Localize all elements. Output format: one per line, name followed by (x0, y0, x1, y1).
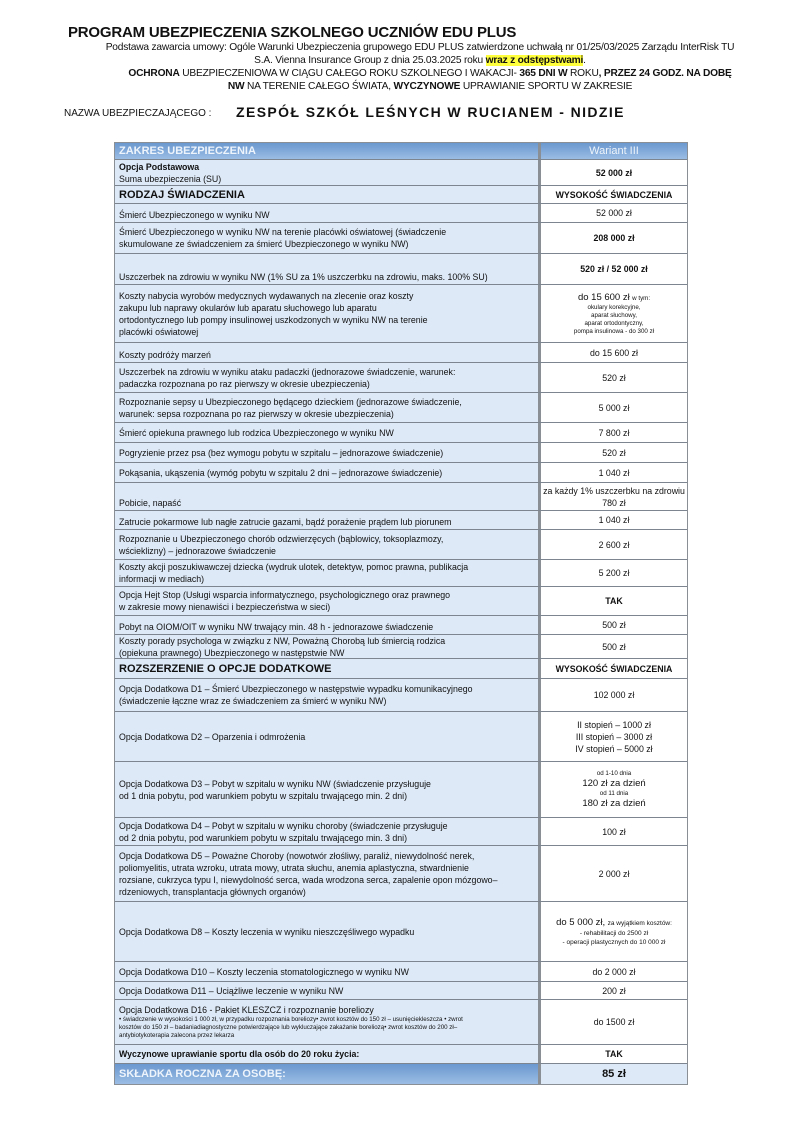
benefit-text: Śmierć Ubezpieczonego w wyniku NW (119, 210, 270, 220)
table-row (115, 159, 687, 185)
amount-text: okulary korekcyjne, (587, 304, 641, 311)
benefit-text: ortodontycznego lub pompy insulinowej uszkodzonych w wyniku NW na terenie (119, 314, 428, 325)
benefit-amount-cell (541, 204, 687, 222)
benefit-text: skumulowane ze świadczeniem za śmierć Ubezpieczonego w wyniku NW) (119, 239, 409, 249)
benefit-amount-cell (541, 679, 687, 711)
benefit-text: Rozpoznanie sepsy u Ubezpieczonego będącego dzieckiem (jednorazowe świadczenie, (119, 396, 462, 407)
benefit-text: Pobyt na OIOM/OIT w wyniku NW trwający min. 48 h - jednorazowe świadczenie (119, 622, 434, 632)
table-row (115, 1063, 687, 1084)
benefit-name-cell (115, 560, 541, 586)
amount-text: pompa insulinowa - do 300 zł (573, 328, 655, 335)
benefit-amount-cell (541, 285, 687, 342)
benefit-text: Koszty porady psychologa w związku z NW, Poważną Chorobą lub śmiercią rodzica (119, 635, 446, 646)
amount-text: 7 800 zł (598, 427, 630, 438)
benefit-name-cell (115, 160, 541, 185)
amount-text: 520 zł (602, 372, 626, 383)
benefit-text: Suma ubezpieczenia (SU) (119, 173, 222, 184)
benefit-text: Opcja Dodatkowa D10 – Koszty leczenia stomatologicznego w wyniku NW (119, 966, 409, 977)
amount-text: 1 040 zł (598, 467, 630, 478)
document-title: PROGRAM UBEZPIECZENIA SZKOLNEGO UCZNIÓW EDU PLUS (68, 24, 517, 41)
amount-text: Wariant III (589, 145, 639, 157)
benefit-amount-cell (541, 982, 687, 999)
coverage-statement (50, 67, 800, 93)
benefit-name-cell (115, 511, 541, 529)
c1c: 365 DNI W (519, 68, 568, 79)
benefit-text: ZAKRES UBEZPIECZENIA (119, 145, 256, 157)
benefit-text: Uszczerbek na zdrowiu w wyniku ataku padaczki (jednorazowe świadczenie, warunek: (119, 366, 456, 377)
c1d: ROKU (567, 68, 599, 79)
benefit-amount-cell (541, 818, 687, 845)
amount-text: aparat ortodontyczny, (584, 320, 644, 327)
benefit-amount-cell (541, 762, 687, 817)
table-row (115, 678, 687, 711)
benefit-text: Pogryzienie przez psa (bez wymogu pobytu w szpitalu – jednorazowe świadczenie) (119, 447, 444, 458)
benefit-text: Opcja Dodatkowa D11 – Uciążliwe leczenie w wyniku NW (119, 985, 344, 996)
benefit-name-cell (115, 186, 541, 203)
amount-text: 520 zł (602, 447, 626, 458)
amount-text: 1 040 zł (598, 515, 630, 525)
c2a: NW (227, 81, 245, 92)
benefit-text: rozsiane, cukrzyca typu I, niewydolność serca, wada wrodzona serca, zapalenie opon mózgowo– (119, 874, 498, 885)
benefit-amount-cell (541, 254, 687, 284)
amount-text: za wyjątkiem kosztów: (607, 920, 672, 927)
table-row (115, 392, 687, 422)
benefit-text: zakupu lub naprawy okularów lub aparatu słuchowego lub aparatu (119, 302, 377, 313)
amount-text: do 1500 zł (593, 1017, 635, 1027)
benefit-text: rdzeniowych, transplantacja głównych organów) (119, 886, 306, 897)
benefit-name-cell (115, 659, 541, 678)
benefit-name-cell (115, 483, 541, 510)
table-row (115, 999, 687, 1044)
amount-text: 120 zł za dzień (582, 777, 646, 789)
benefit-text: Pokąsania, ukąszenia (wymóg pobytu w szpitalu 2 dni – jednorazowe świadczenie) (119, 467, 443, 478)
benefit-amount-cell (541, 343, 687, 362)
amount-text: II stopień – 1000 zł (577, 719, 651, 730)
benefit-amount-cell (541, 659, 687, 678)
c2d: UPRAWIANIE SPORTU W ZAKRESIE (460, 81, 633, 92)
table-row (115, 761, 687, 817)
benefit-name-cell (115, 143, 541, 159)
amount-text: do 2 000 zł (592, 966, 636, 977)
benefit-name-cell (115, 616, 541, 634)
benefit-name-cell (115, 343, 541, 362)
benefit-amount-cell (541, 511, 687, 529)
benefit-amount-cell (541, 902, 687, 961)
benefit-amount-cell (541, 846, 687, 901)
amount-text: WYSOKOŚĆ ŚWIADCZENIA (555, 189, 673, 200)
benefit-amount-cell (541, 463, 687, 482)
benefit-amount-cell (541, 143, 687, 159)
amount-text: 208 000 zł (593, 233, 635, 243)
benefit-text: od 1 dnia pobytu, pod warunkiem pobytu w szpitalu trwającego min. 2 dni) (119, 790, 408, 801)
benefit-text: Opcja Dodatkowa D2 – Oparzenia i odmrożenia (119, 731, 306, 742)
amount-text: w tym: (632, 295, 651, 302)
benefit-text: RODZAJ ŚWIADCZENIA (119, 188, 245, 201)
table-row (115, 634, 687, 658)
table-row (115, 1044, 687, 1063)
c1a: OCHRONA (128, 68, 180, 79)
benefit-text: Pobicie, napaść (119, 498, 182, 508)
benefit-text: Śmierć opiekuna prawnego lub rodzica Ubezpieczonego w wyniku NW (119, 427, 394, 438)
amount-text: 500 zł (602, 641, 626, 652)
benefit-text: wścieklizny) – jednorazowe świadczenie (119, 545, 276, 556)
insurer-name: ZESPÓŁ SZKÓŁ LEŚNYCH W RUCIANEM - NIDZIE (236, 104, 625, 120)
benefit-amount-cell (541, 186, 687, 203)
table-row (115, 185, 687, 203)
table-row (115, 462, 687, 482)
benefit-text: Rozpoznanie u Ubezpieczonego chorób odzwierzęcych (bąblowicy, toksoplazmozy, (119, 533, 444, 544)
table-row (115, 284, 687, 342)
table-row (115, 143, 687, 159)
benefit-text: Koszty akcji poszukiwawczej dziecka (wydruk ulotek, detektyw, pomoc prawna, publikacja (119, 562, 469, 572)
benefit-amount-cell (541, 587, 687, 615)
basis-line-1: Podstawa zawarcia umowy: Ogóle Warunki Ubezpieczenia grupowego EDU PLUS zatwierdzone uchwałą nr 01/25/03/2025 Zarządu InterRisk TU (105, 42, 735, 53)
benefit-text: antybiotykoterapia zalecona przez lekarza (119, 1032, 235, 1039)
amount-text: 780 zł (602, 497, 626, 508)
amount-text: 2 600 zł (598, 539, 630, 550)
c2b: NA TERENIE CAŁEGO ŚWIATA, (244, 81, 394, 92)
benefit-text: Opcja Hejt Stop (Usługi wsparcia informatycznego, psychologicznego oraz prawnego (119, 590, 451, 600)
amount-text: 500 zł (602, 620, 626, 630)
benefit-amount-cell (541, 483, 687, 510)
benefit-text: • świadczenie w wysokości 1 000 zł, w przypadku rozpoznania boreliozy• zwrot kosztów do 150 zł – usunięciekleszcza • zwrot (119, 1016, 463, 1023)
benefit-amount-cell (541, 1064, 687, 1084)
benefit-text: w zakresie mowy nienawiści i bezpieczeństwa w sieci) (119, 602, 331, 612)
benefit-name-cell (115, 1000, 541, 1044)
c1e: , PRZEZ 24 GODZ. NA DOBĘ (598, 68, 732, 79)
table-row (115, 222, 687, 253)
benefit-text: Koszty nabycia wyrobów medycznych wydawanych na zlecenie oraz koszty (119, 290, 414, 301)
amount-text: 102 000 zł (593, 690, 635, 700)
benefit-text: Opcja Dodatkowa D5 – Poważne Choroby (nowotwór złośliwy, paraliż, niewydolność nerek, (119, 850, 475, 861)
table-row (115, 711, 687, 761)
benefit-text: kosztów do 150 zł – badaniadiagnostyczne potwierdzające lub wykluczające zakażanie boreliozą• zwrot kosztów do 200 zł– (119, 1024, 458, 1031)
amount-text: - operacji plastycznych do 10 000 zł (562, 939, 666, 946)
benefit-name-cell (115, 393, 541, 422)
benefit-amount-cell (541, 1045, 687, 1063)
benefit-name-cell (115, 363, 541, 392)
benefit-text: (świadczenie łączne wraz ze świadczeniem za śmierć w wyniku NW) (119, 696, 387, 706)
benefit-amount-cell (541, 223, 687, 253)
amount-text: 180 zł za dzień (582, 797, 646, 809)
benefit-name-cell (115, 423, 541, 442)
benefit-amount-cell (541, 962, 687, 981)
amount-text: od 1-10 dnia (596, 769, 632, 777)
c2c: WYCZYNOWE (393, 81, 461, 92)
benefit-name-cell (115, 635, 541, 658)
amount-text: za każdy 1% uszczerbku na zdrowiu (543, 485, 685, 496)
coverage-line-1 (50, 67, 800, 80)
amount-text: 200 zł (602, 985, 626, 996)
benefit-name-cell (115, 679, 541, 711)
amount-text: 520 zł / 52 000 zł (580, 264, 648, 274)
basis-text: S.A. Vienna Insurance Group z dnia 25.03.2025 roku (254, 55, 486, 66)
table-row (115, 658, 687, 678)
contract-basis (40, 41, 800, 67)
benefit-amount-cell (541, 712, 687, 761)
benefit-amount-cell (541, 635, 687, 658)
benefit-name-cell (115, 818, 541, 845)
benefit-name-cell (115, 712, 541, 761)
amount-text: 100 zł (602, 826, 626, 837)
amount-text: do 15 600 zł (577, 292, 630, 303)
basis-end: . (583, 55, 586, 66)
table-row (115, 529, 687, 559)
table-row (115, 817, 687, 845)
amount-text: WYSOKOŚĆ ŚWIADCZENIA (555, 663, 673, 674)
table-row (115, 362, 687, 392)
benefit-text: padaczka rozpoznana po raz pierwszy w okresie ubezpieczenia) (119, 378, 370, 389)
table-row (115, 961, 687, 981)
amount-text: 5 000 zł (598, 402, 630, 413)
coverage-line-2 (50, 80, 800, 93)
amount-text: TAK (605, 1049, 623, 1059)
benefit-name-cell (115, 846, 541, 901)
benefit-text: Śmierć Ubezpieczonego w wyniku NW na terenie placówki oświatowej (świadczenie (119, 227, 447, 237)
table-row (115, 203, 687, 222)
benefit-text: Opcja Dodatkowa D4 – Pobyt w szpitalu w wyniku choroby (świadczenie przysługuje (119, 820, 448, 831)
table-row (115, 482, 687, 510)
benefit-name-cell (115, 1064, 541, 1084)
benefit-amount-cell (541, 530, 687, 559)
benefit-text: (opiekuna prawnego) Ubezpieczonego w następstwie NW (119, 647, 345, 658)
amount-text: IV stopień – 5000 zł (575, 743, 653, 754)
benefit-amount-cell (541, 443, 687, 462)
benefit-amount-cell (541, 616, 687, 634)
benefit-name-cell (115, 443, 541, 462)
benefit-text: placówki oświatowej (119, 326, 199, 337)
table-row (115, 586, 687, 615)
table-row (115, 559, 687, 586)
basis-line-2 (40, 54, 800, 67)
benefit-text: Zatrucie pokarmowe lub nagłe zatrucie gazami, bądź porażenie prądem lub piorunem (119, 517, 452, 527)
benefit-text: informacji w mediach) (119, 574, 205, 584)
table-row (115, 422, 687, 442)
amount-text: 5 200 zł (598, 568, 630, 578)
amount-text: 2 000 zł (598, 868, 630, 879)
table-row (115, 442, 687, 462)
amount-line (541, 291, 687, 304)
amount-text: aparat słuchowy, (591, 312, 637, 319)
amount-text: 85 zł (602, 1068, 626, 1080)
amount-text: do 5 000 zł, (556, 917, 606, 928)
amount-text: do 15 600 zł (590, 347, 638, 358)
amount-text: 52 000 zł (595, 167, 633, 178)
benefit-name-cell (115, 223, 541, 253)
benefit-text: ROZSZERZENIE O OPCJE DODATKOWE (119, 662, 332, 675)
benefit-name-cell (115, 254, 541, 284)
benefit-name-cell (115, 1045, 541, 1063)
benefit-text: Koszty podróży marzeń (119, 350, 211, 360)
benefit-amount-cell (541, 423, 687, 442)
benefit-name-cell (115, 285, 541, 342)
benefit-text: Wyczynowe uprawianie sportu dla osób do 20 roku życia: (119, 1049, 360, 1059)
highlighted-text: wraz z odstępstwami (485, 55, 584, 66)
table-row (115, 981, 687, 999)
benefit-amount-cell (541, 560, 687, 586)
benefit-name-cell (115, 530, 541, 559)
table-row (115, 510, 687, 529)
table-row (115, 342, 687, 362)
benefit-amount-cell (541, 363, 687, 392)
coverage-table (114, 142, 688, 1085)
benefit-text: Opcja Dodatkowa D16 - Pakiet KLESZCZ i rozpoznanie boreliozy (119, 1005, 374, 1015)
benefit-name-cell (115, 204, 541, 222)
benefit-text: od 2 dnia pobytu, pod warunkiem pobytu w szpitalu trwającego min. 3 dni) (119, 832, 408, 843)
table-row (115, 615, 687, 634)
benefit-amount-cell (541, 393, 687, 422)
benefit-name-cell (115, 587, 541, 615)
benefit-text: Opcja Dodatkowa D8 – Koszty leczenia w wyniku nieszczęśliwego wypadku (119, 926, 415, 937)
amount-text: III stopień – 3000 zł (575, 731, 653, 742)
benefit-name-cell (115, 962, 541, 981)
benefit-name-cell (115, 463, 541, 482)
table-row (115, 845, 687, 901)
benefit-name-cell (115, 982, 541, 999)
amount-line (541, 916, 687, 929)
benefit-amount-cell (541, 1000, 687, 1044)
table-row (115, 901, 687, 961)
benefit-text: Uszczerbek na zdrowiu w wyniku NW (1% SU za 1% uszczerbku na zdrowiu, maks. 100% SU) (119, 272, 488, 282)
benefit-text: Opcja Podstawowa (119, 161, 200, 172)
amount-text: - rehabilitacji do 2500 zł (579, 930, 649, 937)
table-row (115, 253, 687, 284)
amount-text: 52 000 zł (596, 208, 632, 218)
benefit-text: Opcja Dodatkowa D1 – Śmierć Ubezpieczonego w następstwie wypadku komunikacyjnego (119, 684, 473, 694)
benefit-text: warunek: sepsa rozpoznana po raz pierwszy w okresie ubezpieczenia) (119, 408, 394, 419)
benefit-name-cell (115, 902, 541, 961)
insurer-label: NAZWA UBEZPIECZAJĄCEGO : (64, 108, 212, 119)
benefit-text: SKŁADKA ROCZNA ZA OSOBĘ: (119, 1068, 286, 1080)
benefit-text: Opcja Dodatkowa D3 – Pobyt w szpitalu w wyniku NW (świadczenie przysługuje (119, 778, 431, 789)
benefit-name-cell (115, 762, 541, 817)
benefit-amount-cell (541, 160, 687, 185)
benefit-text: poliomyelitis, utrata wzroku, utrata mowy, utrata słuchu, anemia aplastyczna, stwardnienie (119, 862, 469, 873)
amount-text: TAK (605, 596, 623, 606)
c1b: UBEZPIECZENIOWA W CIĄGU CAŁEGO ROKU SZKOLNEGO I WAKACJI- (179, 68, 520, 79)
amount-text: od 11 dnia (599, 789, 629, 797)
